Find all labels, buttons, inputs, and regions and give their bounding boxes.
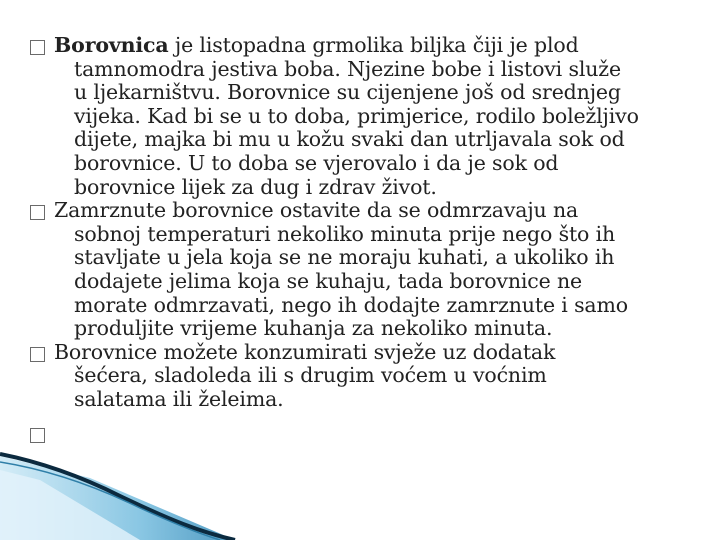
checkbox-bullet-icon [30,205,45,220]
text-line: salatama ili želeima. [74,386,284,411]
text-line: tamnomodra jestiva boba. Njezine bobe i listovi služe [74,56,621,81]
bold-term: Borovnica [54,33,169,57]
text-line: Zamrznute borovnice ostavite da se odmrzavaju na [54,198,579,223]
checkbox-bullet-icon [30,428,45,443]
checkbox-bullet-icon [30,347,45,362]
text-line: u ljekarništvu. Borovnice su cijenjene još od srednjeg [74,80,621,105]
bullet-list [30,34,710,436]
text-line: stavljate u jela koja se ne moraju kuhati, a ukoliko ih [74,245,615,270]
text-line: Borovnica je listopadna grmolika biljka čiji je plod [54,33,579,57]
text-line: vijeka. Kad bi se u to doba, primjerice, rodilo boležljivo [74,103,639,128]
text-line: morate odmrzavati, nego ih dodajte zamrznute i samo [74,292,628,317]
text-line: Borovnice možete konzumirati svježe uz dodatak [54,339,556,364]
text-line: borovnice. U to doba se vjerovalo i da je sok od [74,150,559,175]
text-line: dijete, majka bi mu u kožu svaki dan utrljavala sok od [74,127,625,152]
text-line: borovnice lijek za dug i zdrav život. [74,174,437,199]
bullet-item-borovnica [30,34,710,199]
bullet-item-konzumirati [30,341,710,412]
bullet-item-empty [30,412,710,436]
text-line: šećera, sladoleda ili s drugim voćem u voćnim [74,363,547,388]
text-line: dodajete jelima koja se kuhaju, tada borovnice ne [74,268,583,293]
checkbox-bullet-icon [30,40,45,55]
text-line: sobnoj temperaturi nekoliko minuta prije nego što ih [74,221,616,246]
text-line: produljite vrijeme kuhanja za nekoliko minuta. [74,316,553,341]
bullet-item-zamrznute [30,199,710,341]
